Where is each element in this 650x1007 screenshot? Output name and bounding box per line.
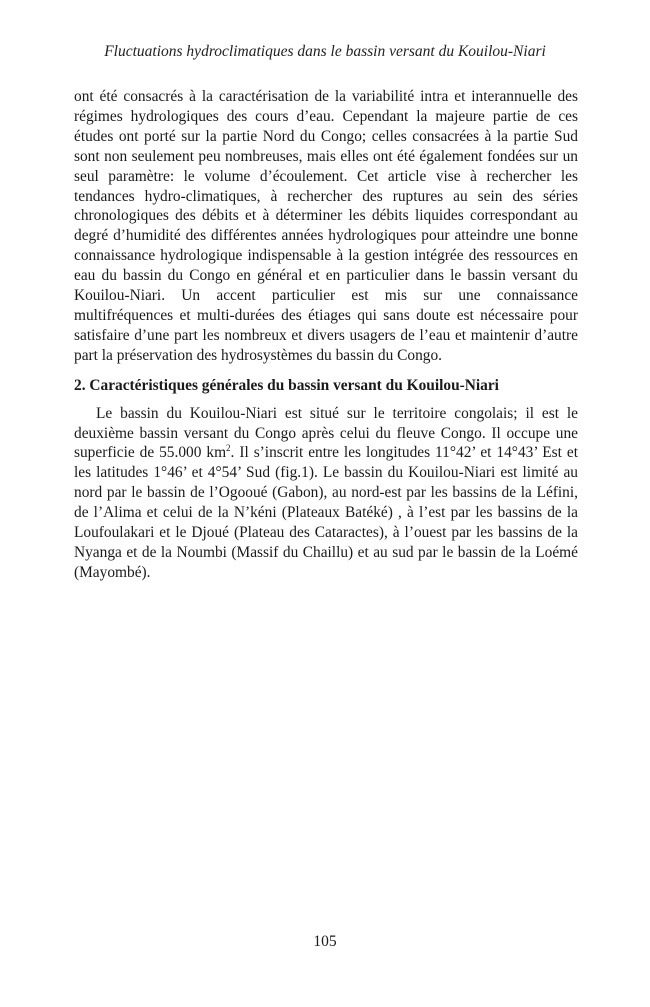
superscript-2: 2 bbox=[226, 443, 231, 454]
running-header: Fluctuations hydroclimatiques dans le bassin versant du Kouilou-Niari bbox=[104, 43, 546, 60]
paragraph-text-part-1: Le bassin du Kouilou-Niari est situé sur le territoire congolais; il est le deuxième bassin versant du Congo après celui du fleuve Congo. Il occupe une superficie de 55.000 km bbox=[74, 404, 578, 462]
paragraph-text-part-2: . Il s’inscrit entre les longitudes 11°42’ et 14°43’ Est et les latitudes 1°46’ et 4°54’ Sud (fig.1). Le bassin du Kouilou-Niari est limité au nord par le bassin de l’Ogooué (Gabon), au nord-est par les bassins de la Léfini, de l’Alima et celui de la N’kéni (Plateaux Batéké) , à l’est par les bassins de la Loufoulakari et le Djoué (Plateau des Cataractes), à l’ouest par les bassins de la Nyanga et de la Noumbi (Massif du Chaillu) et au sud par le bassin de la Loémé (Mayombé). bbox=[74, 444, 578, 581]
body-text bbox=[74, 87, 578, 583]
section-heading: 2. Caractéristiques générales du bassin versant du Kouilou-Niari bbox=[74, 376, 499, 394]
paragraph-continuation: ont été consacrés à la caractérisation de la variabilité intra et interannuelle des régimes hydrologiques des cours d’eau. Cependant la majeure partie de ces études ont porté sur la partie Nord du Congo; celles consacrées à la partie Sud sont non seulement peu nombreuses, mais elles ont été également fondées sur un seul paramètre: le volume d’écoulement. Cet article vise à rechercher les tendances hydro-climatiques, à rechercher des ruptures au sein des séries chronologiques des débits et à déterminer les débits liquides correspondant au degré d’humidité des différentes années hydrologiques pour atteindre une bonne connaissance hydrologique indispensable à la gestion intégrée des ressources en eau du bassin du Congo en général et en particulier dans le bassin versant du Kouilou-Niari. Un accent particulier est mis sur une connaissance multifréquences et multi-durées des étiages qui sans doute est nécessaire pour satisfaire d’une part les nombreux et divers usagers de l’eau et maintenir d’autre part la préservation des hydrosystèmes du bassin du Congo. bbox=[74, 88, 578, 364]
paragraph-basin-description bbox=[74, 404, 578, 583]
page-number: 105 bbox=[313, 933, 337, 950]
